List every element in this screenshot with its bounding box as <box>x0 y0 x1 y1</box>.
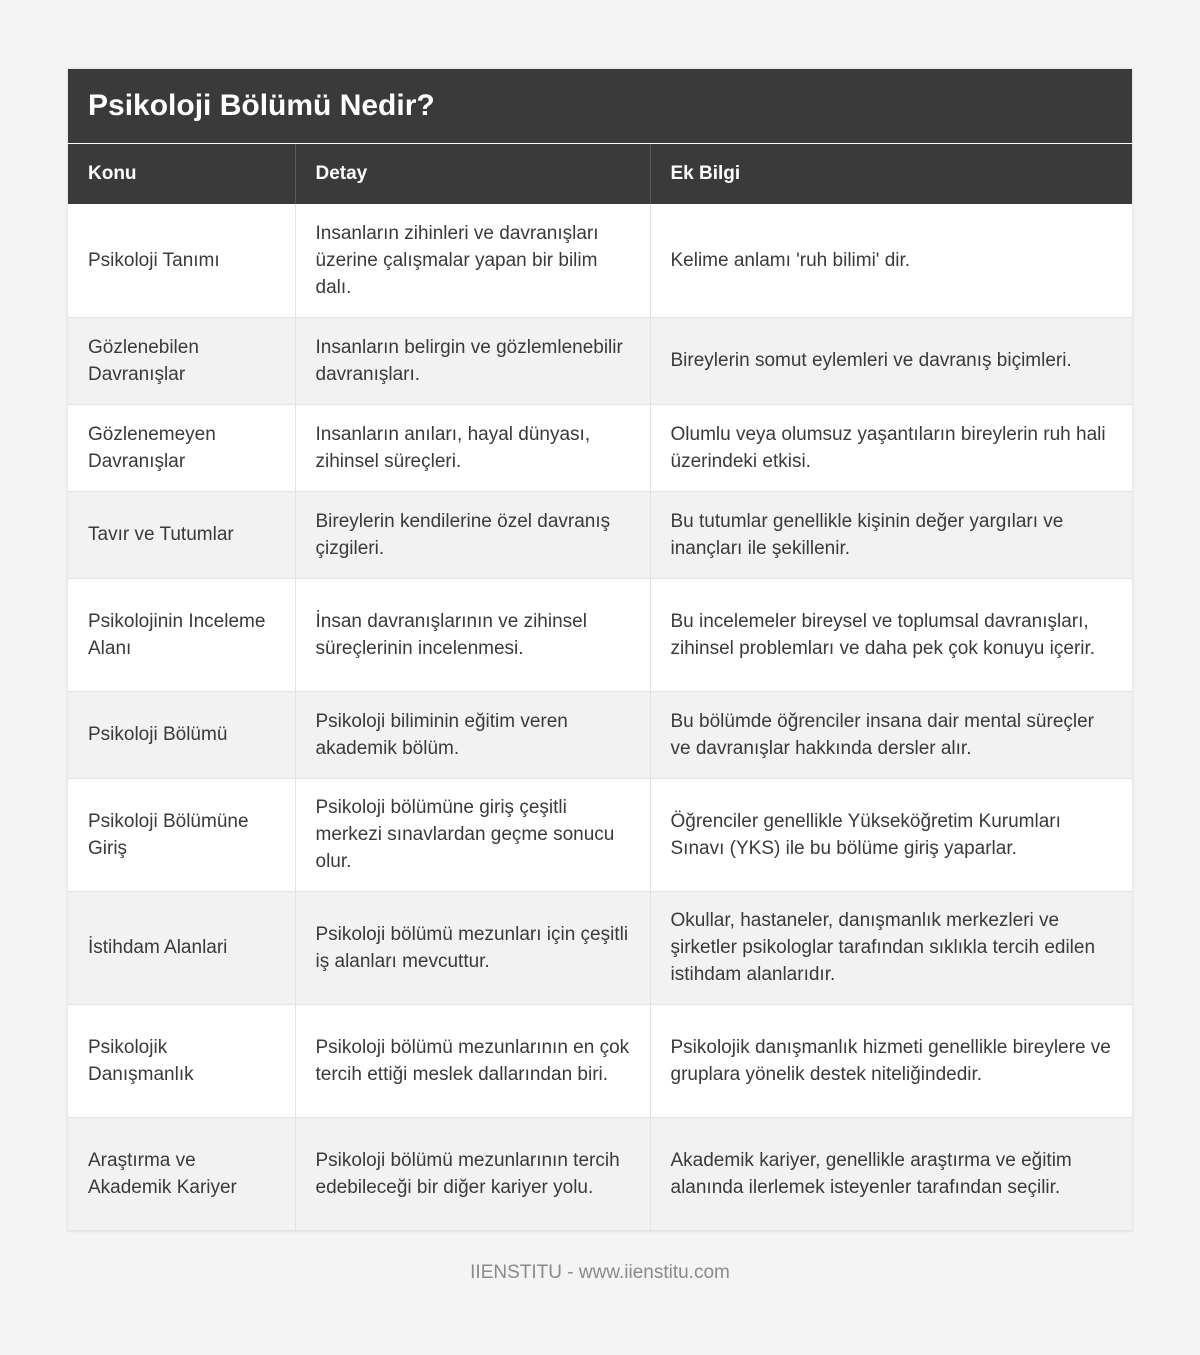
cell-konu: Psikolojik Danışmanlık <box>68 1004 295 1117</box>
table-row <box>68 578 1132 691</box>
cell-ek-bilgi: Öğrenciler genellikle Yükseköğretim Kurumları Sınavı (YKS) ile bu bölüme giriş yaparlar. <box>650 778 1132 891</box>
cell-konu: Tavır ve Tutumlar <box>68 491 295 578</box>
cell-konu: Psikoloji Bölümü <box>68 691 295 778</box>
cell-ek-bilgi: Bireylerin somut eylemleri ve davranış biçimleri. <box>650 317 1132 404</box>
cell-detay: Insanların anıları, hayal dünyası, zihinsel süreçleri. <box>295 404 650 491</box>
cell-ek-bilgi: Akademik kariyer, genellikle araştırma ve eğitim alanında ilerlemek isteyenler tarafından seçilir. <box>650 1117 1132 1230</box>
cell-ek-bilgi: Bu tutumlar genellikle kişinin değer yargıları ve inançları ile şekillenir. <box>650 491 1132 578</box>
column-header-ek-bilgi: Ek Bilgi <box>670 163 741 184</box>
table-row <box>68 1117 1132 1230</box>
column-header-konu: Konu <box>68 144 295 204</box>
footer-credit: IIENSTITU - www.iienstitu.com <box>470 1262 730 1283</box>
table-row <box>68 1004 1132 1117</box>
table-row <box>68 317 1132 404</box>
cell-konu: Psikoloji Tanımı <box>68 204 295 317</box>
column-header-detay: Detay <box>295 144 650 204</box>
table-row <box>68 891 1132 1004</box>
cell-konu: İstihdam Alanlari <box>68 891 295 1004</box>
table-row <box>68 778 1132 891</box>
cell-konu: Gözlenemeyen Davranışlar <box>68 404 295 491</box>
cell-ek-bilgi: Bu bölümde öğrenciler insana dair mental süreçler ve davranışlar hakkında dersler alır. <box>650 691 1132 778</box>
table-row <box>68 691 1132 778</box>
cell-ek-bilgi: Okullar, hastaneler, danışmanlık merkezleri ve şirketler psikologlar tarafından sıklıkla tercih edilen istihdam alanlarıdır. <box>650 891 1132 1004</box>
cell-detay: Psikoloji bölümü mezunlarının tercih edebileceği bir diğer kariyer yolu. <box>295 1117 650 1230</box>
info-table <box>68 144 1132 1231</box>
cell-konu: Psikolojinin Inceleme Alanı <box>68 578 295 691</box>
cell-ek-bilgi: Olumlu veya olumsuz yaşantıların bireylerin ruh hali üzerindeki etkisi. <box>650 404 1132 491</box>
cell-detay: Psikoloji bölümü mezunları için çeşitli iş alanları mevcuttur. <box>295 891 650 1004</box>
cell-konu: Gözlenebilen Davranışlar <box>68 317 295 404</box>
cell-ek-bilgi: Kelime anlamı 'ruh bilimi' dir. <box>650 204 1132 317</box>
cell-detay: Psikoloji bölümü mezunlarının en çok tercih ettiği meslek dallarından biri. <box>295 1004 650 1117</box>
table-row <box>68 204 1132 317</box>
cell-ek-bilgi: Psikolojik danışmanlık hizmeti genellikle bireylere ve gruplara yönelik destek niteliğindedir. <box>650 1004 1132 1117</box>
table-card <box>68 69 1132 1231</box>
cell-detay: Insanların belirgin ve gözlemlenebilir davranışları. <box>295 317 650 404</box>
table-row <box>68 404 1132 491</box>
cell-detay: İnsan davranışlarının ve zihinsel süreçlerinin incelenmesi. <box>295 578 650 691</box>
cell-detay: Insanların zihinleri ve davranışları üzerine çalışmalar yapan bir bilim dalı. <box>295 204 650 317</box>
cell-detay: Psikoloji bölümüne giriş çeşitli merkezi sınavlardan geçme sonucu olur. <box>295 778 650 891</box>
table-row <box>68 491 1132 578</box>
cell-detay: Psikoloji biliminin eğitim veren akademik bölüm. <box>295 691 650 778</box>
table-header-row <box>68 144 1132 204</box>
cell-detay: Bireylerin kendilerine özel davranış çizgileri. <box>295 491 650 578</box>
cell-konu: Psikoloji Bölümüne Giriş <box>68 778 295 891</box>
cell-ek-bilgi: Bu incelemeler bireysel ve toplumsal davranışları, zihinsel problemları ve daha pek çok konuyu içerir. <box>650 578 1132 691</box>
cell-konu: Araştırma ve Akademik Kariyer <box>68 1117 295 1230</box>
table-title: Psikoloji Bölümü Nedir? <box>68 69 1132 144</box>
